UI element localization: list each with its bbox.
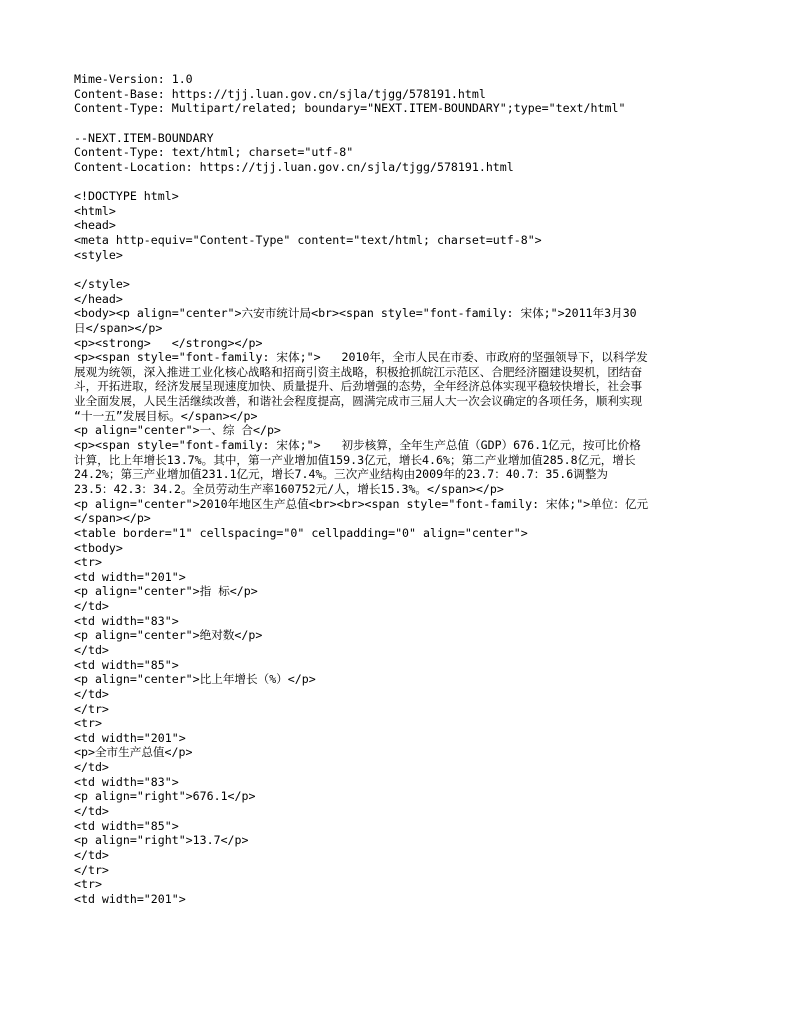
source-line: <p align="center">2010年地区生产总值<br><br><span style="font-family: 宋体;">单位：亿元 bbox=[74, 496, 649, 511]
source-line: <td width="83"> bbox=[74, 613, 179, 628]
html-source bbox=[74, 189, 724, 950]
source-line: </tr> bbox=[74, 862, 109, 877]
source-line: <p align="center">指 标</p> bbox=[74, 584, 258, 599]
source-line: </td> bbox=[74, 847, 109, 862]
source-line: <head> bbox=[74, 218, 116, 233]
source-line: 展观为统领，深入推进工业化核心战略和招商引资主战略，积极抢抓皖江示范区、合肥经济圈建设契机，团结奋 bbox=[74, 364, 643, 379]
source-line: </head> bbox=[74, 291, 123, 306]
source-line: <p align="right">13.7</p> bbox=[74, 833, 249, 848]
source-line: <td width="201"> bbox=[74, 891, 186, 906]
source-line: <p>全市生产总值</p> bbox=[74, 745, 193, 760]
source-line: <table border="1" cellspacing="0" cellpadding="0" align="center"> bbox=[74, 525, 528, 540]
source-line: </td> bbox=[74, 804, 109, 819]
source-line: 计算，比上年增长13.7%。其中，第一产业增加值159.3亿元，增长4.6%；第二产业增加值285.8亿元，增长 bbox=[74, 452, 636, 467]
blank-line bbox=[74, 116, 724, 131]
part-header bbox=[74, 131, 724, 175]
source-line: <meta http-equiv="Content-Type" content="text/html; charset=utf-8"> bbox=[74, 233, 542, 248]
source-line: <body><p align="center">六安市统计局<br><span style="font-family: 宋体;">2011年3月30 bbox=[74, 306, 637, 321]
source-line: </span></p> bbox=[74, 511, 151, 526]
source-line: </td> bbox=[74, 642, 109, 657]
source-line: <p><span style="font-family: 宋体;"> 2010年，全市人民在市委、市政府的坚强领导下，以科学发 bbox=[74, 350, 648, 365]
source-line: <p align="right">676.1</p> bbox=[74, 789, 256, 804]
source-line: <tbody> bbox=[74, 540, 123, 555]
source-line: </td> bbox=[74, 760, 109, 775]
blank-line bbox=[74, 174, 724, 189]
source-line: 日</span></p> bbox=[74, 320, 163, 335]
source-line: 23.5：42.3：34.2。全员劳动生产率160752元/人，增长15.3%。</span></p> bbox=[74, 481, 504, 496]
source-line: 业全面发展，人民生活继续改善，和谐社会程度提高，圆满完成市三届人大一次会议确定的各项任务，顺利实现 bbox=[74, 394, 643, 409]
source-line bbox=[74, 907, 724, 922]
document-page bbox=[74, 72, 724, 950]
source-line bbox=[74, 936, 724, 951]
mime-header-line: Content-Base: https://tjj.luan.gov.cn/sjla/tjgg/578191.html bbox=[74, 86, 486, 101]
source-line: “十一五”发展目标。</span></p> bbox=[74, 408, 258, 423]
source-line: <html> bbox=[74, 203, 116, 218]
source-line bbox=[74, 921, 724, 936]
mime-header-line: Content-Type: Multipart/related; boundary="NEXT.ITEM-BOUNDARY";type="text/html" bbox=[74, 101, 626, 116]
source-line: 24.2%；第三产业增加值231.1亿元，增长7.4%。三次产业结构由2009年的23.7：40.7：35.6调整为 bbox=[74, 467, 609, 482]
mime-header bbox=[74, 72, 724, 116]
source-line: <td width="201"> bbox=[74, 569, 186, 584]
source-line: <tr> bbox=[74, 716, 102, 731]
part-header-line: Content-Type: text/html; charset="utf-8" bbox=[74, 145, 354, 160]
source-line: <td width="85"> bbox=[74, 657, 179, 672]
source-line: <td width="85"> bbox=[74, 818, 179, 833]
source-line bbox=[74, 262, 724, 277]
source-line: <td width="83"> bbox=[74, 774, 179, 789]
source-line: <tr> bbox=[74, 555, 102, 570]
source-line: <p><strong> </strong></p> bbox=[74, 335, 263, 350]
source-line: </td> bbox=[74, 686, 109, 701]
source-line: <p><span style="font-family: 宋体;"> 初步核算，全年生产总值（GDP）676.1亿元，按可比价格 bbox=[74, 438, 641, 453]
source-line: <p align="center">一、综 合</p> bbox=[74, 423, 281, 438]
source-line: <td width="201"> bbox=[74, 730, 186, 745]
mime-header-line: Mime-Version: 1.0 bbox=[74, 72, 193, 86]
part-header-line: Content-Location: https://tjj.luan.gov.cn/sjla/tjgg/578191.html bbox=[74, 159, 514, 174]
source-line: </tr> bbox=[74, 701, 109, 716]
source-line: <p align="center">绝对数</p> bbox=[74, 628, 263, 643]
source-line: <style> bbox=[74, 247, 123, 262]
source-line: <tr> bbox=[74, 877, 102, 892]
source-line: </style> bbox=[74, 276, 130, 291]
source-line: </td> bbox=[74, 599, 109, 614]
source-line: <!DOCTYPE html> bbox=[74, 189, 179, 204]
part-header-line: --NEXT.ITEM-BOUNDARY bbox=[74, 130, 214, 145]
source-line: 斗，开拓进取，经济发展呈现速度加快、质量提升、后劲增强的态势，全年经济总体实现平稳较快增长，社会事 bbox=[74, 379, 643, 394]
source-line: <p align="center">比上年增长（%）</p> bbox=[74, 672, 316, 687]
